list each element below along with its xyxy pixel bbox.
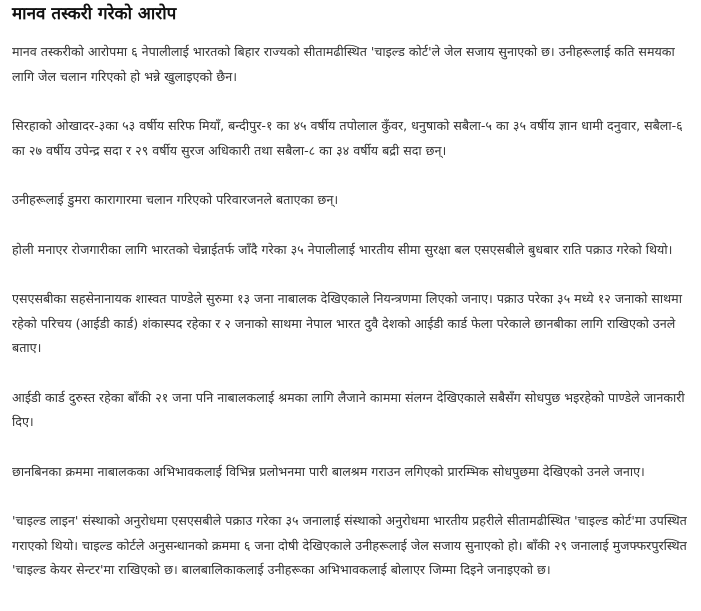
article-paragraph-5: एसएसबीका सहसेनानायक शास्वत पाण्डेले सुरुमा १३ जना नाबालक देखिएकाले नियन्त्रणमा लिएको जनाए। पक्राउ परेका ३५ मध्ये १२ जनाको साथमा रहेको परिचय (आईडी कार्ड) शंकास्पद रहेका र २ जनाको साथमा नेपाल भारत दुवै देशको आईडी कार्ड फेला परेकाले छानबीका लागि राखिएको उनले बताए।: [12, 291, 682, 355]
article-headline: मानव तस्करी गरेको आरोप: [12, 4, 177, 24]
article-paragraph-2: सिरहाको ओखादर-३का ५३ वर्षीय सरिफ मियाँ, बन्दीपुर-१ का ४५ वर्षीय तपोलाल कुँवर, धनुषाको सबैला-५ का ३५ वर्षीय ज्ञान धामी दनुवार, सबैला-६ का २७ वर्षीय उपेन्द्र सदा र २९ वर्षीय सुरज अधिकारी तथा सबैला-८ का ३४ वर्षीय बद्री सदा छन्।: [12, 118, 683, 158]
article-paragraph-6: आईडी कार्ड दुरुस्त रहेका बाँकी २१ जना पनि नाबालकलाई श्रमका लागि लैजाने काममा संलग्न देखिएकाले सबैसँग सोधपुछ भइरहेको पाण्डेले जानकारी दिए।: [12, 389, 685, 429]
article-body: [12, 40, 695, 583]
article-paragraph-8: 'चाइल्ड लाइन' संस्थाको अनुरोधमा एसएसबीले पक्राउ गरेका ३५ जनालाई संस्थाको अनुरोधमा भारतीय प्रहरीले सीतामढीस्थित 'चाइल्ड कोर्ट'मा उपस्थित गराएको थियो। चाइल्ड कोर्टले अनुसन्धानको क्रममा ६ जना दोषी देखिएकाले उनीहरूलाई जेल सजाय सुनाएको हो। बाँकी २९ जनालाई मुजफ्फरपुरस्थित 'चाइल्ड केयर सेन्टर'मा राखिएको छ। बालबालिकाकलाई उनीहरूका अभिभावकलाई बोलाएर जिम्मा दिइने जनाइएको छ।: [12, 513, 687, 577]
article-paragraph-7: छानबिनका क्रममा नाबालकका अभिभावकलाई विभिन्न प्रलोभनमा पारी बालश्रम गराउन लगिएको प्रारम्भिक सोधपुछमा देखिएको उनले जनाए।: [12, 463, 645, 479]
article-paragraph-3: उनीहरूलाई डुमरा कारागारमा चलान गरिएको परिवारजनले बताएका छन्।: [12, 192, 339, 207]
article-paragraph-4: होली मनाएर रोजगारीका लागि भारतको चेन्नाईतर्फ जाँदै गरेका ३५ नेपालीलाई भारतीय सीमा सुरक्षा बल एसएसबीले बुधबार राति पक्राउ गरेको थियो।: [12, 241, 673, 257]
article-paragraph-1: मानव तस्करीको आरोपमा ६ नेपालीलाई भारतको बिहार राज्यको सीतामढीस्थित 'चाइल्ड कोर्ट'ले जेल सजाय सुनाएको छ। उनीहरूलाई कति समयका लागि जेल चलान गरिएको हो भन्ने खुलाइएको छैन।: [12, 44, 675, 84]
